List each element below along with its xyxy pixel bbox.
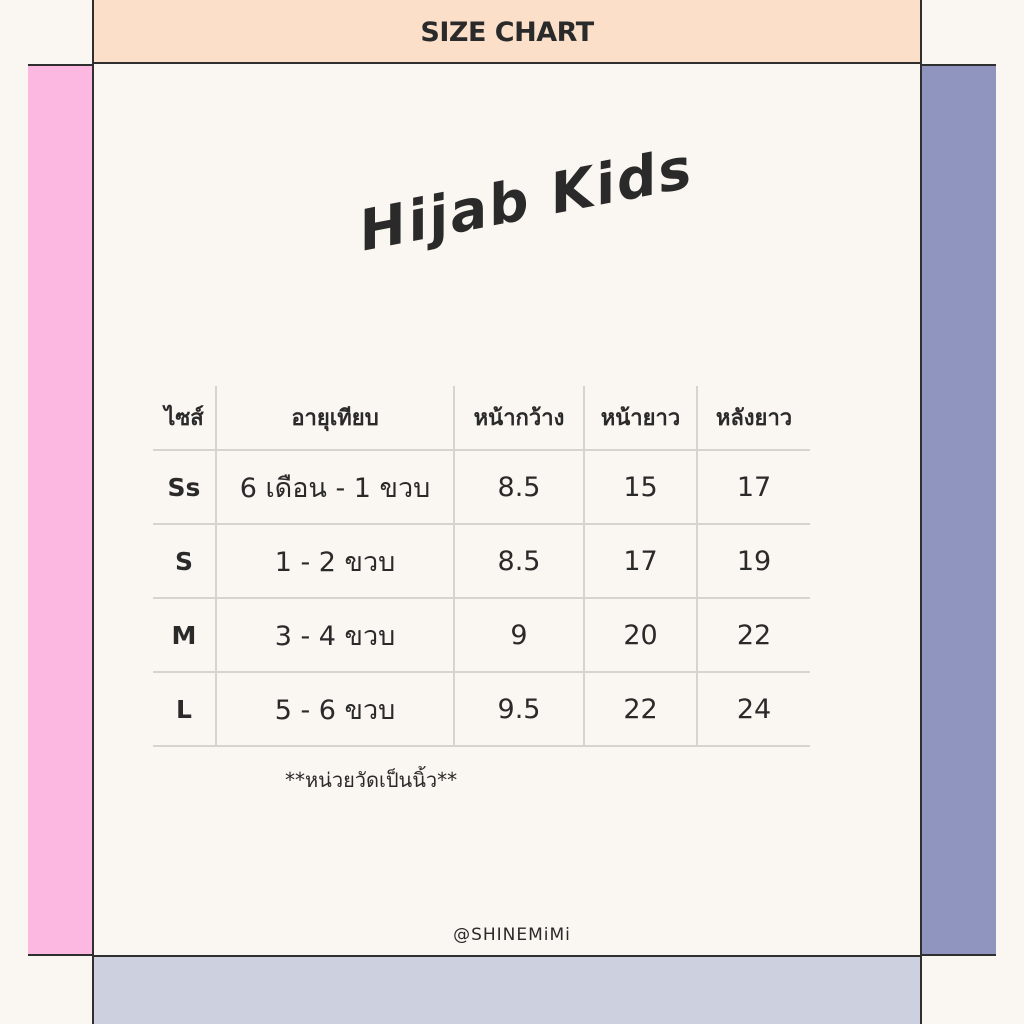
- table-row: [153, 598, 810, 672]
- table-row: [153, 524, 810, 598]
- size-cell: M: [153, 598, 216, 672]
- brand-handle: @SHINEMiMi: [453, 925, 571, 945]
- front-width-cell: 8.5: [454, 524, 584, 598]
- table-header-row: [153, 386, 810, 450]
- size-cell: L: [153, 672, 216, 746]
- front-width-cell: 9.5: [454, 672, 584, 746]
- size-table: [153, 386, 810, 747]
- bottom-color-band: [92, 955, 922, 1024]
- age-cell: 1 - 2 ขวบ: [216, 524, 454, 598]
- header-title: SIZE CHART: [420, 16, 594, 48]
- age-cell: 6 เดือน - 1 ขวบ: [216, 450, 454, 524]
- column-header-front-length: หน้ายาว: [584, 386, 697, 450]
- size-cell: Ss: [153, 450, 216, 524]
- front-width-cell: 8.5: [454, 450, 584, 524]
- table-row: [153, 450, 810, 524]
- age-cell: 5 - 6 ขวบ: [216, 672, 454, 746]
- back-length-cell: 17: [697, 450, 810, 524]
- size-cell: S: [153, 524, 216, 598]
- table-row: [153, 672, 810, 746]
- column-header-back-length: หลังยาว: [697, 386, 810, 450]
- header-band: [92, 0, 922, 64]
- age-cell: 3 - 4 ขวบ: [216, 598, 454, 672]
- unit-note: **หน่วยวัดเป็นนิ้ว**: [285, 768, 458, 792]
- column-header-age: อายุเทียบ: [216, 386, 454, 450]
- front-length-cell: 15: [584, 450, 697, 524]
- front-length-cell: 17: [584, 524, 697, 598]
- product-title: Hijab Kids: [353, 135, 699, 265]
- front-length-cell: 22: [584, 672, 697, 746]
- front-length-cell: 20: [584, 598, 697, 672]
- back-length-cell: 22: [697, 598, 810, 672]
- column-header-front-width: หน้ากว้าง: [454, 386, 584, 450]
- front-width-cell: 9: [454, 598, 584, 672]
- right-color-band: [922, 64, 996, 956]
- back-length-cell: 19: [697, 524, 810, 598]
- column-header-size: ไซส์: [153, 386, 216, 450]
- back-length-cell: 24: [697, 672, 810, 746]
- left-color-band: [28, 64, 92, 956]
